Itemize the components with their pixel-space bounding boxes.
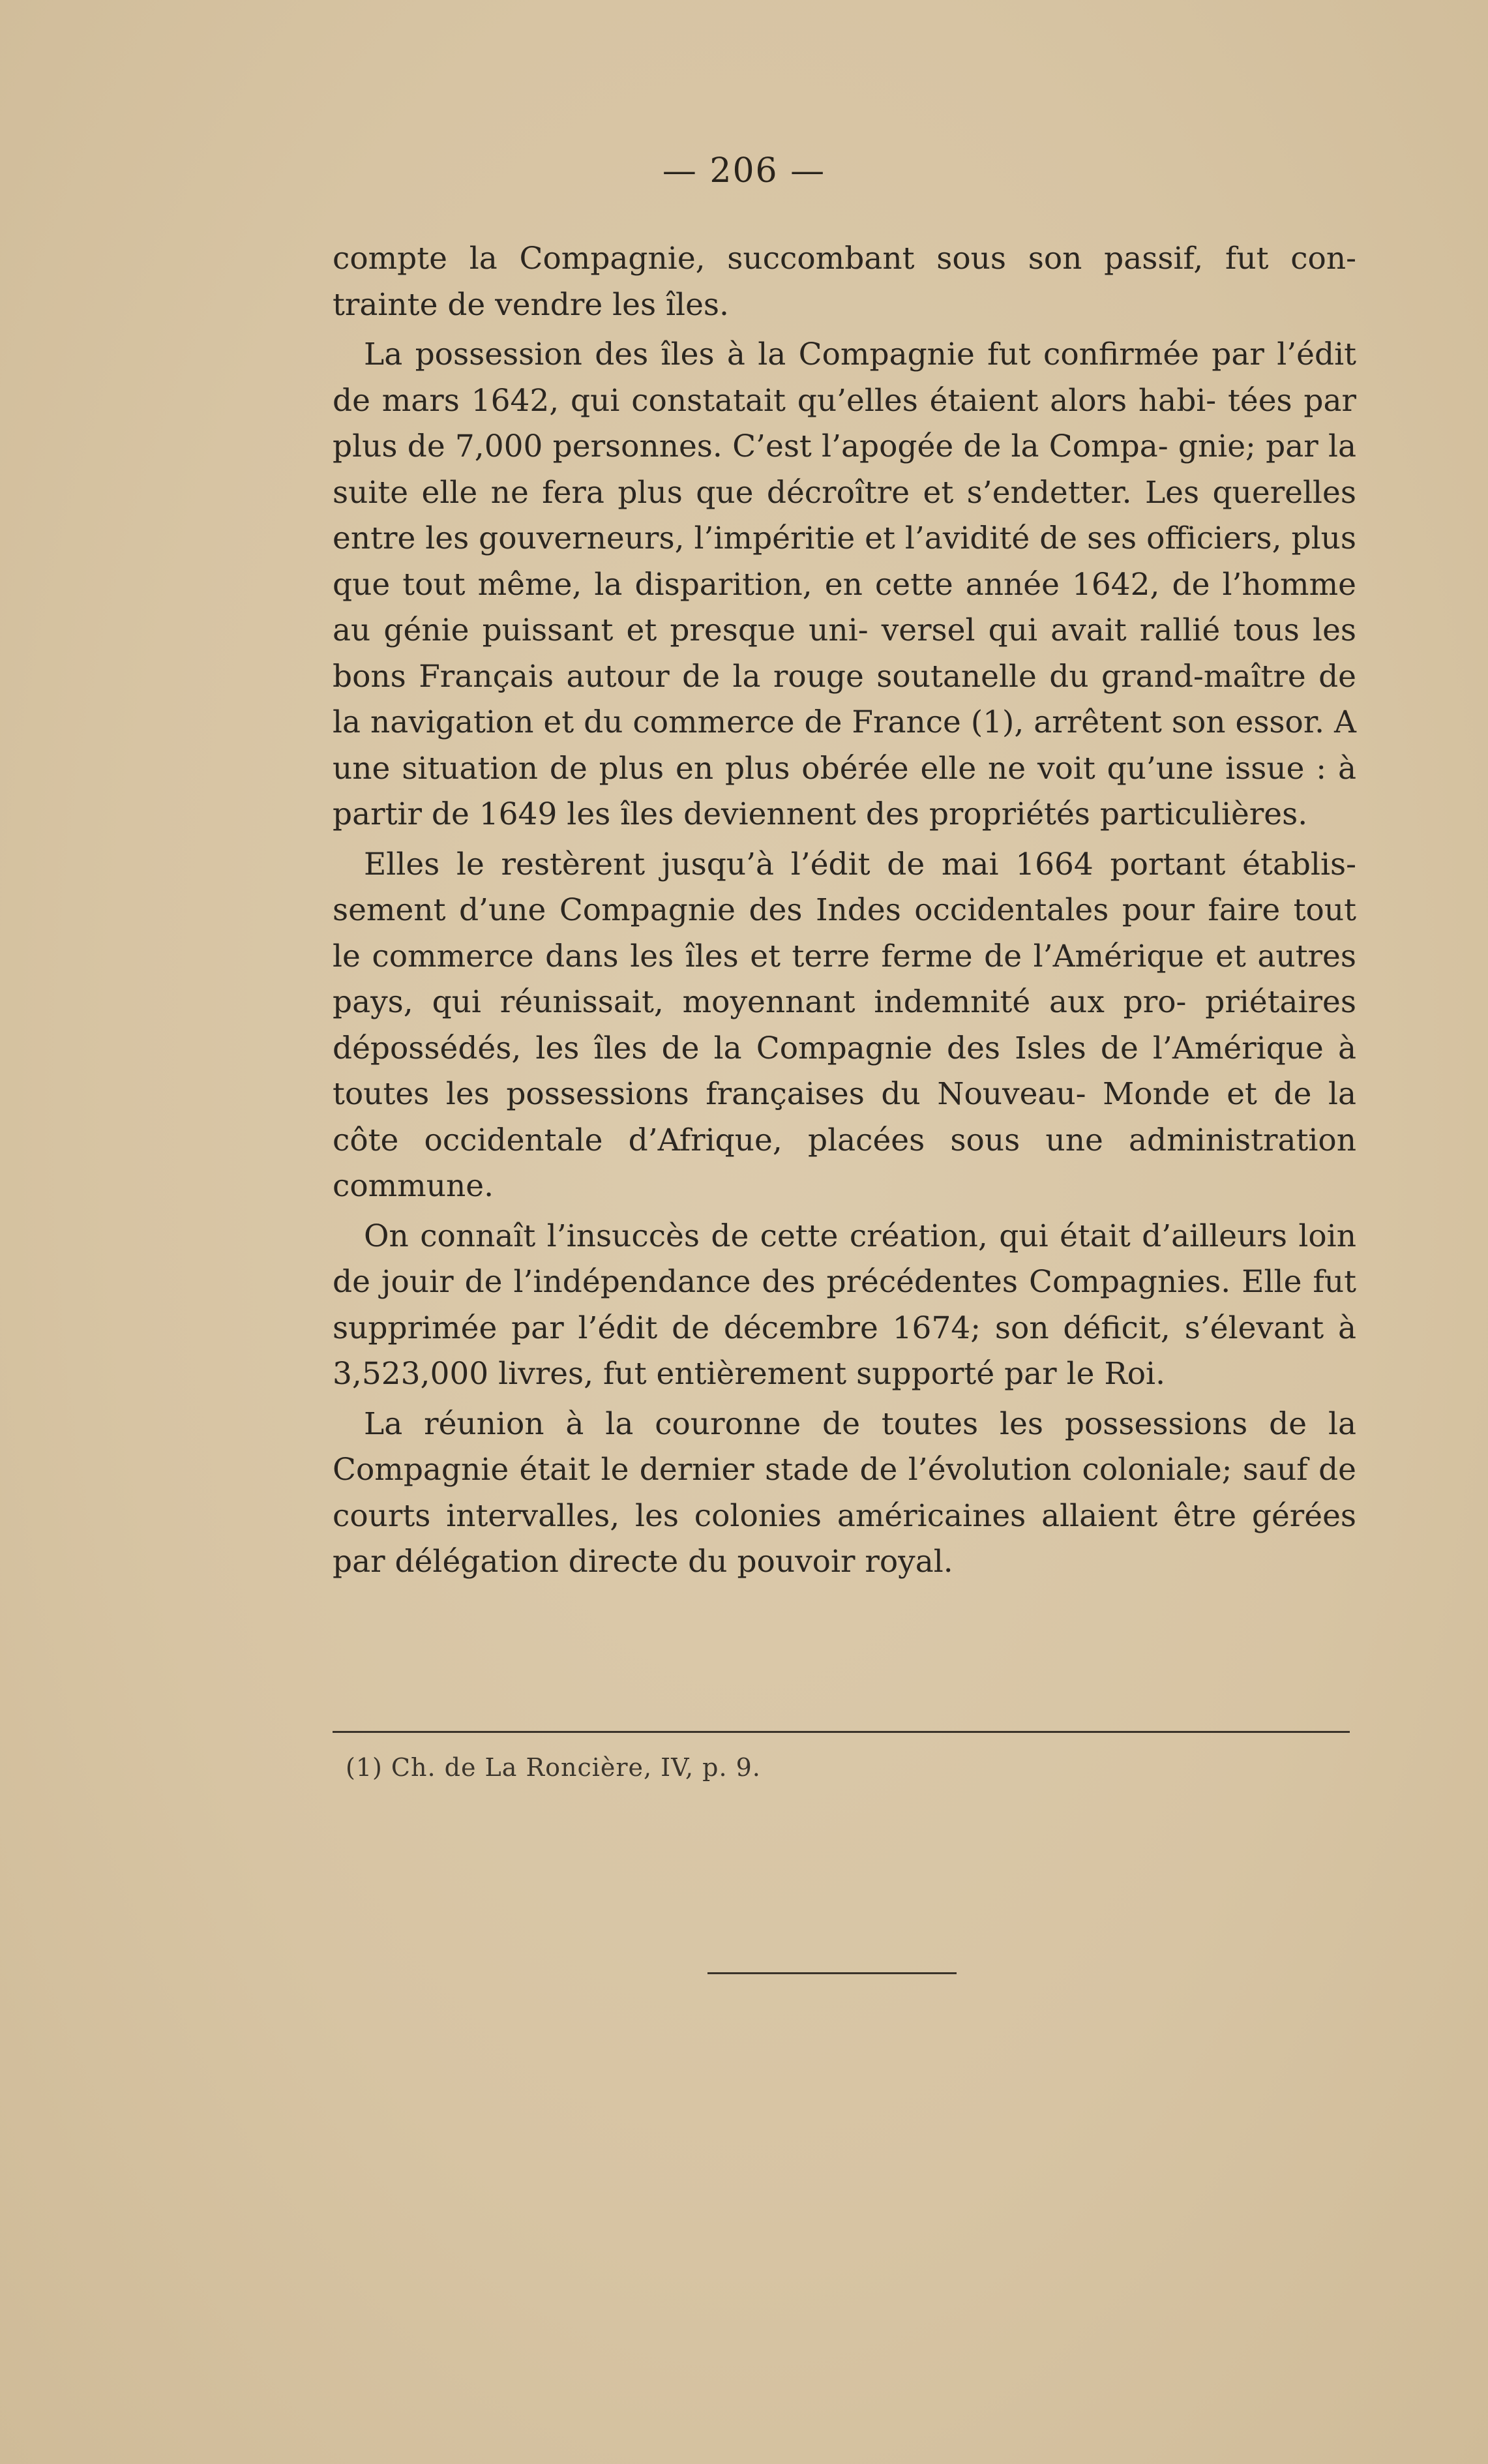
- footnote: (1) Ch. de La Roncière, IV, p. 9.: [346, 1753, 761, 1782]
- paragraph-5: La réunion à la couronne de toutes les possessions de la Compagnie était le dernier stade de l’évolution coloniale; sauf de courts intervalles, les colonies américaines allaient être gérées par délégation directe du pouvoir royal.: [333, 1405, 1356, 1580]
- paragraph-2: La possession des îles à la Compagnie fut confirmée par l’édit de mars 1642, qui constatait qu’elles étaient alors habi- tées par plus de 7,000 personnes. C’est l’apogée de la Compa- gnie; par la suite elle ne fera plus que décroître et s’endetter. Les querelles entre les gouverneurs, l’impéritie et l’avidité de ses officiers, plus que tout même, la disparition, en cette année 1642, de l’homme au génie puissant et presque uni- versel qui avait rallié tous les bons Français autour de la rouge soutanelle du grand-maître de la navigation et du commerce de France (1), arrêtent son essor. A une situation de plus en plus obérée elle ne voit qu’une issue : à partir de 1649 les îles deviennent des propriétés particulières.: [333, 337, 1356, 832]
- page-number: — 206 —: [662, 151, 826, 190]
- paragraph-3: Elles le restèrent jusqu’à l’édit de mai 1664 portant établis- sement d’une Compagnie des Indes occidentales pour faire tout le commerce dans les îles et terre ferme de l’Amérique et autres pays, qui réunissait, moyennant indemnité aux pro- priétaires dépossédés, les îles de la Compagnie des Isles de l’Amérique à toutes les possessions françaises du Nouveau- Monde et de la côte occidentale d’Afrique, placées sous une administration commune.: [333, 846, 1356, 1204]
- footnote-divider: [333, 1731, 1350, 1733]
- end-of-section-rule: [707, 1972, 957, 1974]
- body-text: [333, 236, 1356, 1585]
- paragraph-4: On connaît l’insuccès de cette création, qui était d’ailleurs loin de jouir de l’indépendance des précédentes Compagnies. Elle fut supprimée par l’édit de décembre 1674; son déficit, s’élevant à 3,523,000 livres, fut entièrement supporté par le Roi.: [333, 1218, 1356, 1392]
- paragraph-1: compte la Compagnie, succombant sous son passif, fut con- trainte de vendre les îles.: [333, 241, 1356, 323]
